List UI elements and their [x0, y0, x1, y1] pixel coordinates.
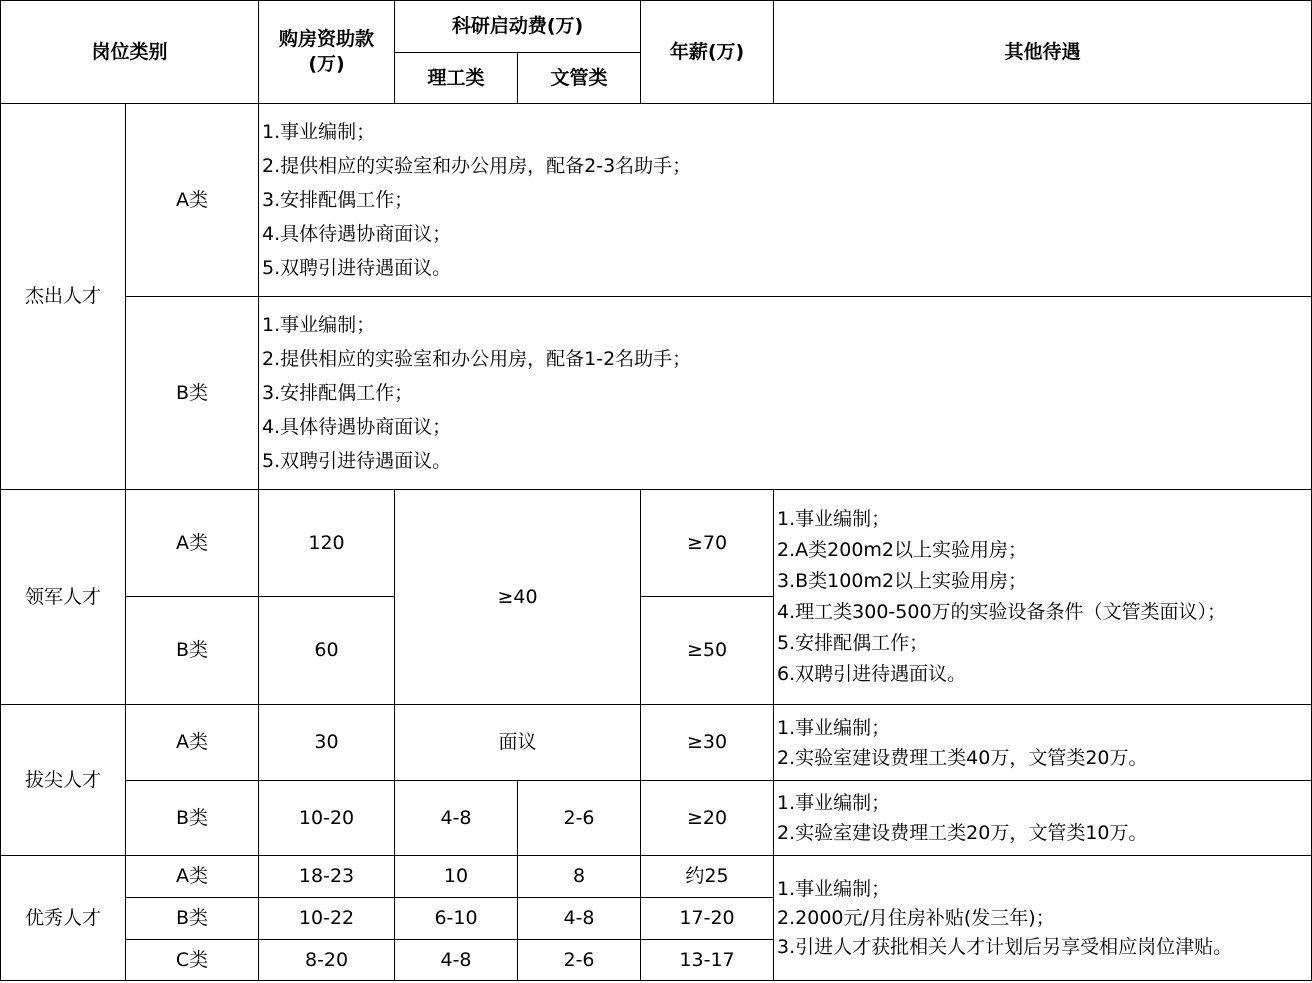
top-b-salary: ≥20 — [641, 781, 774, 856]
benefit-line: 1.事业编制； — [777, 877, 891, 900]
outstanding-a-label: A类 — [126, 104, 259, 297]
benefit-line: 1.事业编制； — [777, 716, 891, 739]
excellent-b-salary: 17-20 — [641, 898, 774, 940]
excellent-a-label: A类 — [126, 856, 259, 898]
leading-name: 领军人才 — [1, 490, 126, 705]
top-b-housing: 10-20 — [259, 781, 395, 856]
benefit-line: 2.A类200m2以上实验用房； — [777, 539, 1028, 561]
benefit-line: 6.双聘引进待遇面议。 — [777, 663, 967, 685]
header-housing-line-2: (万) — [308, 53, 345, 75]
leading-a-label: A类 — [126, 490, 259, 597]
benefit-line: 5.双聘引进待遇面议。 — [262, 257, 452, 279]
benefit-line: 3.安排配偶工作； — [262, 189, 414, 211]
excellent-b-sci-eng: 6-10 — [395, 898, 518, 940]
excellent-other — [774, 856, 1312, 981]
benefit-line: 5.双聘引进待遇面议。 — [262, 450, 452, 472]
header-other: 其他待遇 — [774, 1, 1312, 104]
benefit-line: 3.B类100m2以上实验用房； — [777, 570, 1028, 592]
excellent-a-salary: 约25 — [641, 856, 774, 898]
top-b-humanities: 2-6 — [518, 781, 641, 856]
excellent-c-housing: 8-20 — [259, 940, 395, 981]
benefit-line: 3.引进人才获批相关人才计划后另享受相应岗位津贴。 — [777, 935, 1233, 958]
top-name: 拔尖人才 — [1, 705, 126, 856]
benefit-line: 1.事业编制； — [777, 508, 891, 530]
excellent-a-sci-eng: 10 — [395, 856, 518, 898]
benefit-line: 1.事业编制； — [262, 314, 376, 336]
benefit-line: 5.安排配偶工作； — [777, 632, 929, 654]
leading-b-housing: 60 — [259, 597, 395, 705]
outstanding-name: 杰出人才 — [1, 104, 126, 490]
benefit-line: 2.实验室建设费理工类20万，文管类10万。 — [777, 822, 1148, 844]
excellent-a-housing: 18-23 — [259, 856, 395, 898]
leading-b-label: B类 — [126, 597, 259, 705]
benefit-line: 4.理工类300-500万的实验设备条件（文管类面议）； — [777, 601, 1227, 623]
excellent-a-humanities: 8 — [518, 856, 641, 898]
benefit-line: 2.提供相应的实验室和办公用房，配备1-2名助手； — [262, 348, 692, 370]
header-category: 岗位类别 — [1, 1, 259, 104]
leading-a-housing: 120 — [259, 490, 395, 597]
top-b-other — [774, 781, 1312, 856]
benefit-line: 4.具体待遇协商面议； — [262, 223, 452, 245]
benefit-line: 3.安排配偶工作； — [262, 382, 414, 404]
top-a-label: A类 — [126, 705, 259, 781]
outstanding-a-benefits — [259, 104, 1312, 297]
top-b-sci-eng: 4-8 — [395, 781, 518, 856]
header-humanities: 文管类 — [518, 53, 641, 104]
top-a-housing: 30 — [259, 705, 395, 781]
header-housing — [259, 1, 395, 104]
header-salary: 年薪(万) — [641, 1, 774, 104]
top-a-other — [774, 705, 1312, 781]
benefit-line: 2.提供相应的实验室和办公用房，配备2-3名助手； — [262, 155, 692, 177]
excellent-b-humanities: 4-8 — [518, 898, 641, 940]
excellent-c-label: C类 — [126, 940, 259, 981]
outstanding-b-label: B类 — [126, 297, 259, 490]
leading-research: ≥40 — [395, 490, 641, 705]
excellent-c-salary: 13-17 — [641, 940, 774, 981]
excellent-b-label: B类 — [126, 898, 259, 940]
top-b-label: B类 — [126, 781, 259, 856]
leading-other — [774, 490, 1312, 705]
benefit-line: 1.事业编制； — [777, 792, 891, 814]
header-housing-line-1: 购房资助款 — [279, 28, 375, 51]
benefit-line: 4.具体待遇协商面议； — [262, 416, 452, 438]
leading-b-salary: ≥50 — [641, 597, 774, 705]
header-sci-eng: 理工类 — [395, 53, 518, 104]
benefit-line: 1.事业编制； — [262, 121, 376, 143]
header-research: 科研启动费(万) — [395, 1, 641, 53]
leading-a-salary: ≥70 — [641, 490, 774, 597]
excellent-c-humanities: 2-6 — [518, 940, 641, 981]
benefit-line: 2.2000元/月住房补贴(发三年)； — [777, 906, 1055, 929]
top-a-salary: ≥30 — [641, 705, 774, 781]
benefit-line: 2.实验室建设费理工类40万，文管类20万。 — [777, 746, 1148, 769]
excellent-name: 优秀人才 — [1, 856, 126, 981]
top-a-research: 面议 — [395, 705, 641, 781]
outstanding-b-benefits — [259, 297, 1312, 490]
excellent-c-sci-eng: 4-8 — [395, 940, 518, 981]
excellent-b-housing: 10-22 — [259, 898, 395, 940]
